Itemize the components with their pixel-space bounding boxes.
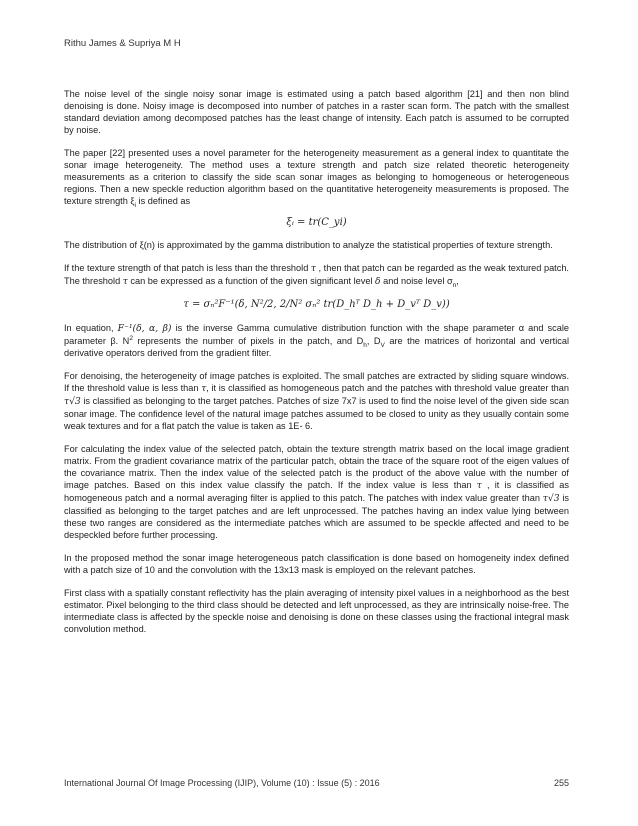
paragraph-7: For calculating the index value of the selected patch, obtain the texture strength matrix based on the local image gradient matrix. From the gradient covariance matrix of the particular patch, obtain the trace of the square root of the eigen values of the covariance matrix. Then the index value of the selected patch is the product of the above value with the number of image patches. Based on this index value classify the patch. If the index value is less than τ , it is classified as homogeneous patch and a normal averaging filter is applied to this patch. The patches with index value greater than τ√3 is classified as belonging to the target patches and are left unprocessed. The patches having an index value lying between these two ranges are considered as the intermediate patches which are assumed to be speckle affected and need to be despeckled before further processing. (64, 444, 570, 540)
page-footer (64, 778, 569, 788)
page-body (64, 88, 569, 646)
paragraph-8: In the proposed method the sonar image heterogeneous patch classification is done based on homogeneity index defined with a patch size of 10 and the convolution with the 13x13 mask is employed on the relevant patches. (64, 553, 569, 575)
paragraph-6: For denoising, the heterogeneity of image patches is exploited. The small patches are extracted by sliding square windows. If the threshold value is less than τ, it is classified as homogeneous patch and the patches with threshold value greater than τ√3 is classified as belonging to the target patches. Patches of size 7x7 is used to find the noise level of the given side scan sonar image. The confidence level of the natural image patches assumed to be closed to unity as they usually contain some weak textures and for a flat patch the value is taken as 1E- 6. (64, 371, 570, 431)
equation-texture-strength: ξᵢ = tr(C_yi) (286, 217, 347, 228)
paragraph-1: The noise level of the single noisy sonar image is estimated using a patch based algorithm [21] and then non blind denoising is done. Noisy image is decomposed into number of patches in a raster scan form. The patch with the smallest standard deviation among decomposed patches has the least change of intensity. Each patch is assumed to be corrupted by noise. (64, 89, 569, 135)
paragraph-4: If the texture strength of that patch is less than the threshold τ , then that patch can be regarded as the weak textured patch. The threshold τ can be expressed as a function of the given significant level δ and noise level $\sigma_n$, (64, 263, 569, 289)
journal-citation: International Journal Of Image Processing (IJIP), Volume (10) : Issue (5) : 2016 (64, 778, 380, 788)
paragraph-5: In equation, F⁻¹(δ, α, β) is the inverse Gamma cumulative distribution function with the shape parameter α and scale parameter β. $N^2$ represents the number of pixels in the patch, and $D_h$, $D_V$ are the matrices of horizontal and vertical derivative operators derived from the gradient filter. (64, 323, 570, 358)
paragraph-2: The paper [22] presented uses a novel parameter for the heterogeneity measurement as a general index to quantitate the sonar image heterogeneity. The method uses a texture strength and patch size related theoretic heterogeneity measurements as a criterion to classify the side scan sonar images as belonging to homogeneous or heterogeneous regions. Then a new speckle reduction algorithm based on the quantitative heterogeneity measurements is proposed. The texture strength $\xi_i$ is defined as (64, 148, 569, 209)
running-header: Rithu James & Supriya M H (64, 38, 181, 49)
page-number: 255 (553, 778, 569, 788)
paragraph-3: The distribution of ξ(n) is approximated by the gamma distribution to analyze the statistical properties of texture strength. (64, 240, 553, 250)
equation-threshold: τ = σₙ²F⁻¹(δ, N²/2, 2/N² σₙ² tr(D_hᵀ D_h + D_vᵀ D_v)) (183, 299, 450, 310)
paragraph-9: First class with a spatially constant reflectivity has the plain averaging of intensity pixel values in a neighborhood as the best estimator. Pixel belonging to the third class should be detected and left unprocessed, as they are intrinsically noise-free. The intermediate class is affected by the speckle noise and denoising is done on these classes using the fractional integral mask convolution method. (64, 588, 569, 634)
